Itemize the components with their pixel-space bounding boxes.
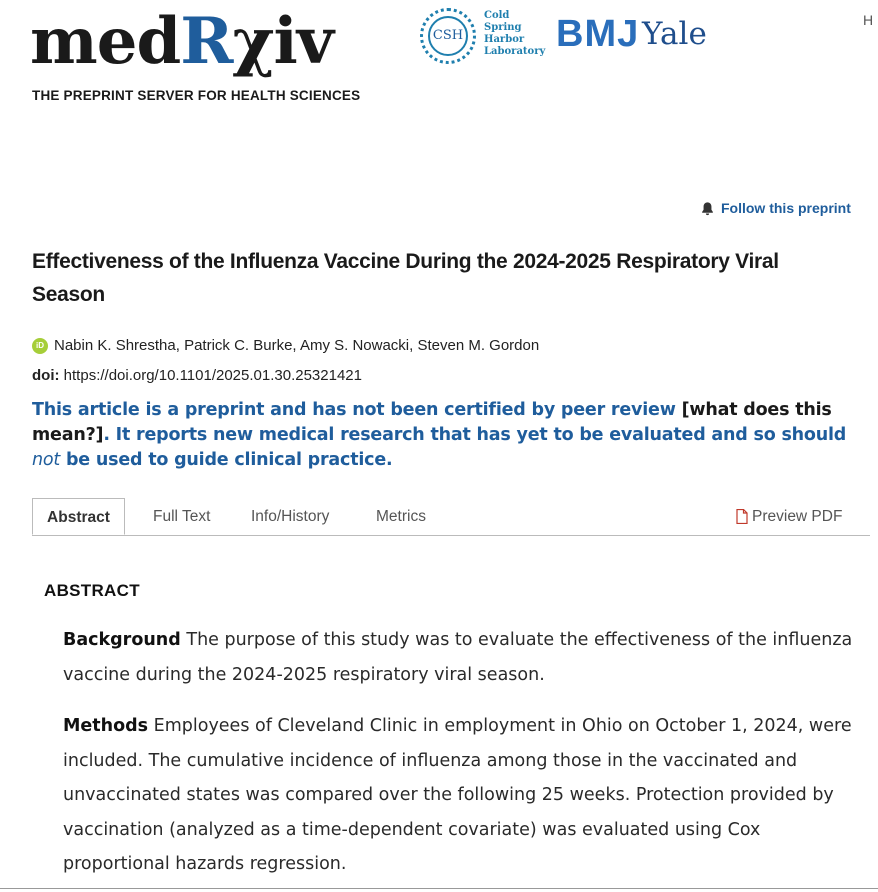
logo-med: med: [30, 4, 181, 79]
doi-label: doi:: [32, 367, 60, 384]
home-link[interactable]: H: [863, 12, 874, 28]
csh-line: Harbor: [484, 34, 525, 45]
section-label: Background: [63, 630, 181, 650]
csh-line: Cold: [484, 10, 510, 21]
doi-line: [32, 367, 362, 384]
csh-logo[interactable]: CSH: [428, 16, 468, 56]
tab-metrics[interactable]: Metrics: [376, 508, 426, 525]
section-text: The purpose of this study was to evaluate the effectiveness of the influenza vaccine during the 2024-2025 respiratory viral season.: [63, 630, 853, 685]
logo-r: R: [180, 4, 233, 79]
article-title: Effectiveness of the Influenza Vaccine During the 2024-2025 Respiratory Viral Season: [32, 250, 779, 306]
notice-part1: This article is a preprint and has not been certified by peer review: [32, 400, 682, 420]
tab-info-history[interactable]: Info/History: [251, 508, 330, 525]
csh-line: Laboratory: [484, 46, 546, 57]
article-tabs: [32, 498, 870, 536]
follow-preprint-link[interactable]: [700, 200, 851, 216]
medrxiv-logo[interactable]: [30, 2, 333, 82]
notice-bracket-open: [: [681, 400, 690, 420]
section-label: Methods: [63, 716, 149, 736]
tab-abstract[interactable]: Abstract: [32, 498, 125, 535]
preprint-notice: [32, 398, 872, 473]
preview-pdf-label: Preview PDF: [752, 508, 843, 525]
tagline: THE PREPRINT SERVER FOR HEALTH SCIENCES: [32, 88, 361, 103]
bell-icon: [700, 201, 715, 216]
orcid-icon[interactable]: iD: [32, 338, 48, 354]
notice-part3: be used to guide clinical practice.: [60, 450, 393, 470]
preview-pdf-link[interactable]: [736, 498, 842, 535]
bottom-divider: [0, 888, 878, 889]
abstract-methods: [63, 709, 853, 882]
csh-logo-text: [484, 10, 554, 58]
notice-bracket-close: ]: [95, 425, 104, 445]
author-list: [32, 337, 539, 354]
authors-text[interactable]: Nabin K. Shrestha, Patrick C. Burke, Amy S. Nowacki, Steven M. Gordon: [54, 337, 540, 354]
what-does-this-mean-link[interactable]: what does this mean?: [32, 400, 832, 445]
yale-logo[interactable]: Yale: [642, 16, 707, 52]
doi-value[interactable]: https://doi.org/10.1101/2025.01.30.25321421: [63, 367, 362, 384]
logo-xiv: χiv: [232, 4, 333, 79]
abstract-heading: ABSTRACT: [44, 581, 140, 600]
pdf-file-icon: [736, 509, 748, 524]
section-text: Employees of Cleveland Clinic in employment in Ohio on October 1, 2024, were included. The cumulative incidence of influenza among those in the vaccinated and unvaccinated states was compared over the following 25 weeks. Protection provided by vaccination (analyzed as a time-dependent covariate) was evaluated using Cox proportional hazards regression.: [63, 716, 852, 874]
csh-line: Spring: [484, 22, 522, 33]
notice-not: not: [32, 450, 61, 470]
bmj-logo[interactable]: BMJ: [556, 13, 640, 55]
follow-label: Follow this preprint: [721, 200, 851, 216]
tab-full-text[interactable]: Full Text: [153, 508, 211, 525]
abstract-background: [63, 623, 853, 692]
notice-part2: . It reports new medical research that has yet to be evaluated and so should: [103, 425, 847, 445]
